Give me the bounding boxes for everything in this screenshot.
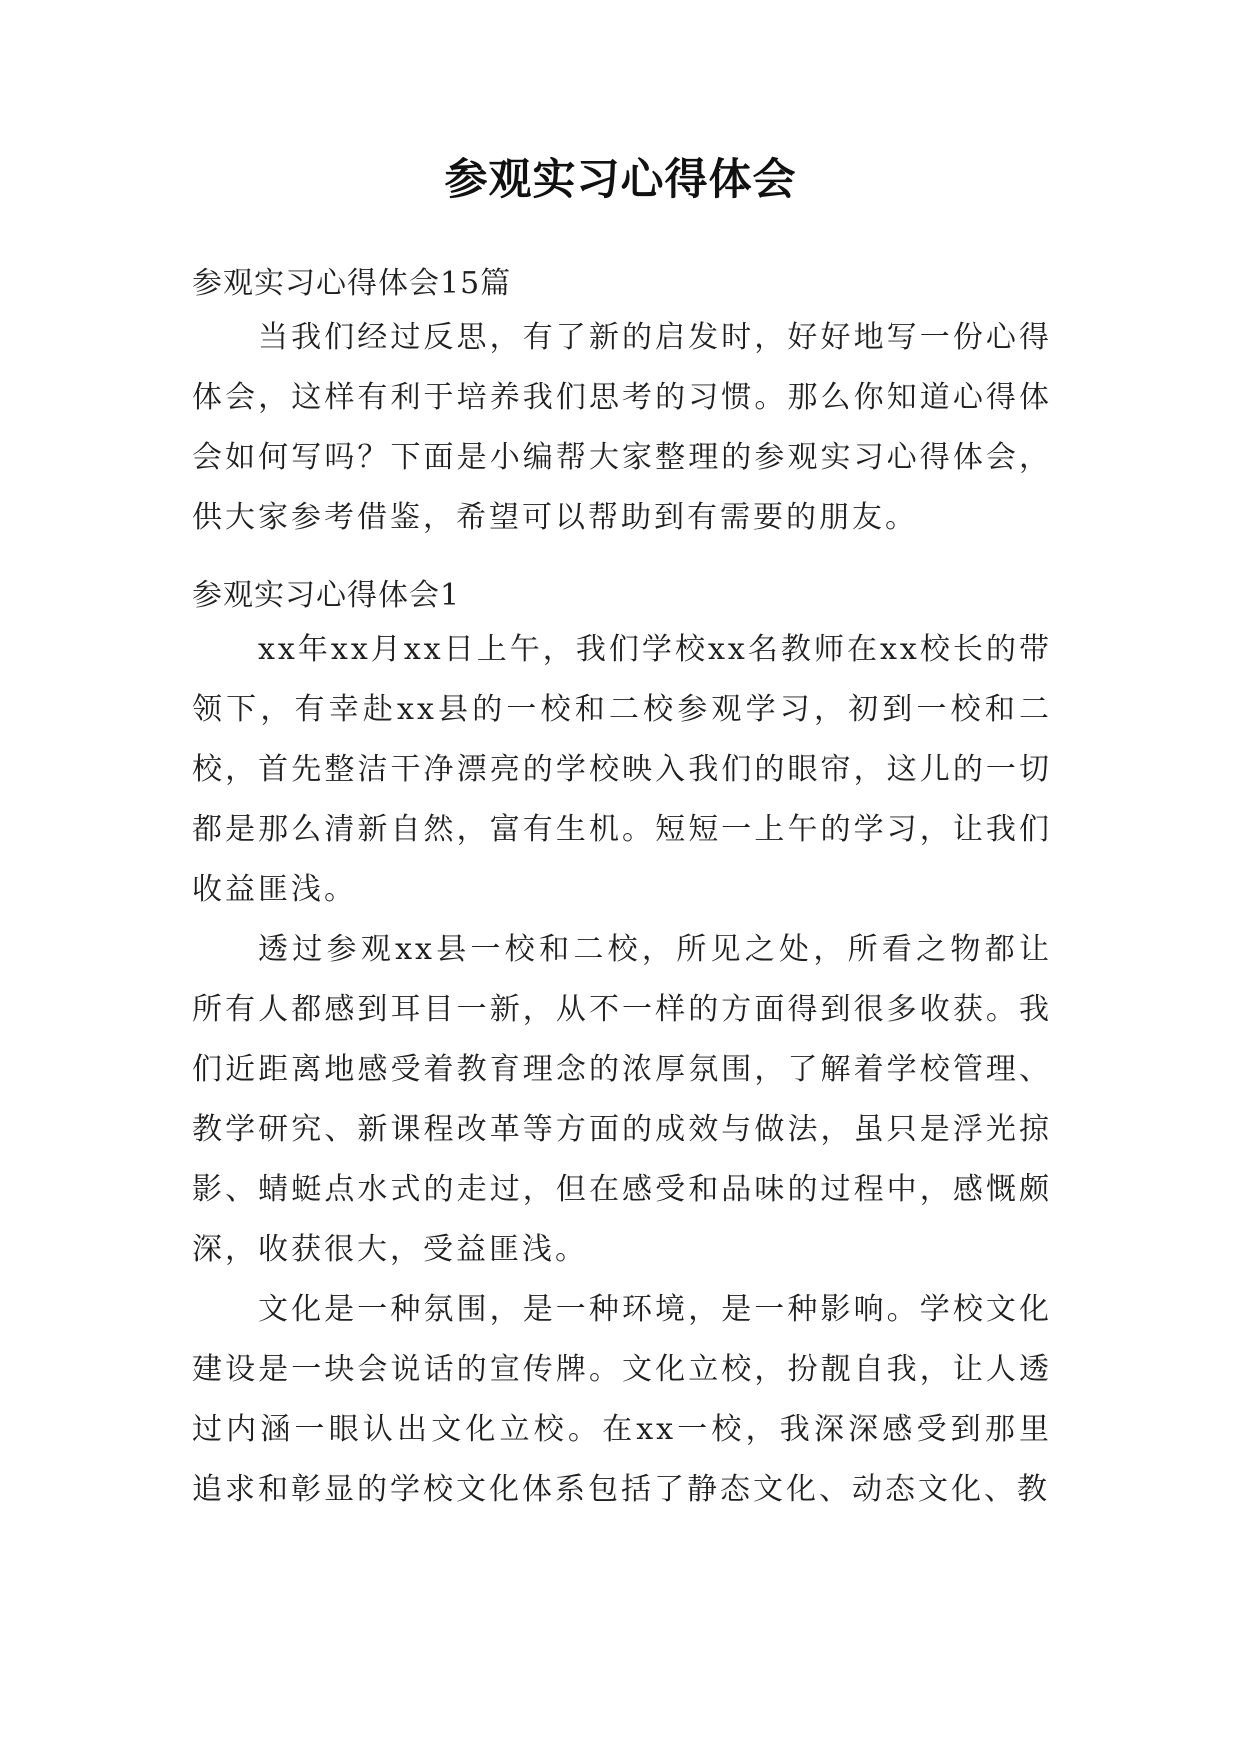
body-paragraph: 文化是一种氛围，是一种环境，是一种影响。学校文化建设是一块会说话的宣传牌。文化立校，扮靓自我，让人透过内涵一眼认出文化立校。在xx一校，我深深感受到那里追求和彰显的学校文化体系包括了静态文化、动态文化、教 [192, 1292, 1052, 1507]
section-heading: 参观实习心得体会1 [192, 578, 461, 613]
intro-paragraph: 当我们经过反思，有了新的启发时，好好地写一份心得体会，这样有利于培养我们思考的习惯。那么你知道心得体会如何写吗？下面是小编帮大家整理的参观实习心得体会，供大家参考借鉴，希望可以帮助到有需要的朋友。 [192, 320, 1052, 535]
document-title: 参观实习心得体会 [444, 155, 797, 205]
body-paragraph: 透过参观xx县一校和二校，所见之处，所看之物都让所有人都感到耳目一新，从不一样的方面得到很多收获。我们近距离地感受着教育理念的浓厚氛围，了解着学校管理、教学研究、新课程改革等方面的成效与做法，虽只是浮光掠影、蜻蜓点水式的走过，但在感受和品味的过程中，感慨颇深，收获很大，受益匪浅。 [192, 932, 1052, 1267]
section-body [192, 620, 1052, 1520]
intro-section [192, 308, 1052, 548]
body-paragraph: xx年xx月xx日上午，我们学校xx名教师在xx校长的带领下，有幸赴xx县的一校和二校参观学习，初到一校和二校，首先整洁干净漂亮的学校映入我们的眼帘，这儿的一切都是那么清新自然，富有生机。短短一上午的学习，让我们收益匪浅。 [192, 632, 1052, 907]
intro-heading: 参观实习心得体会15篇 [192, 266, 512, 301]
